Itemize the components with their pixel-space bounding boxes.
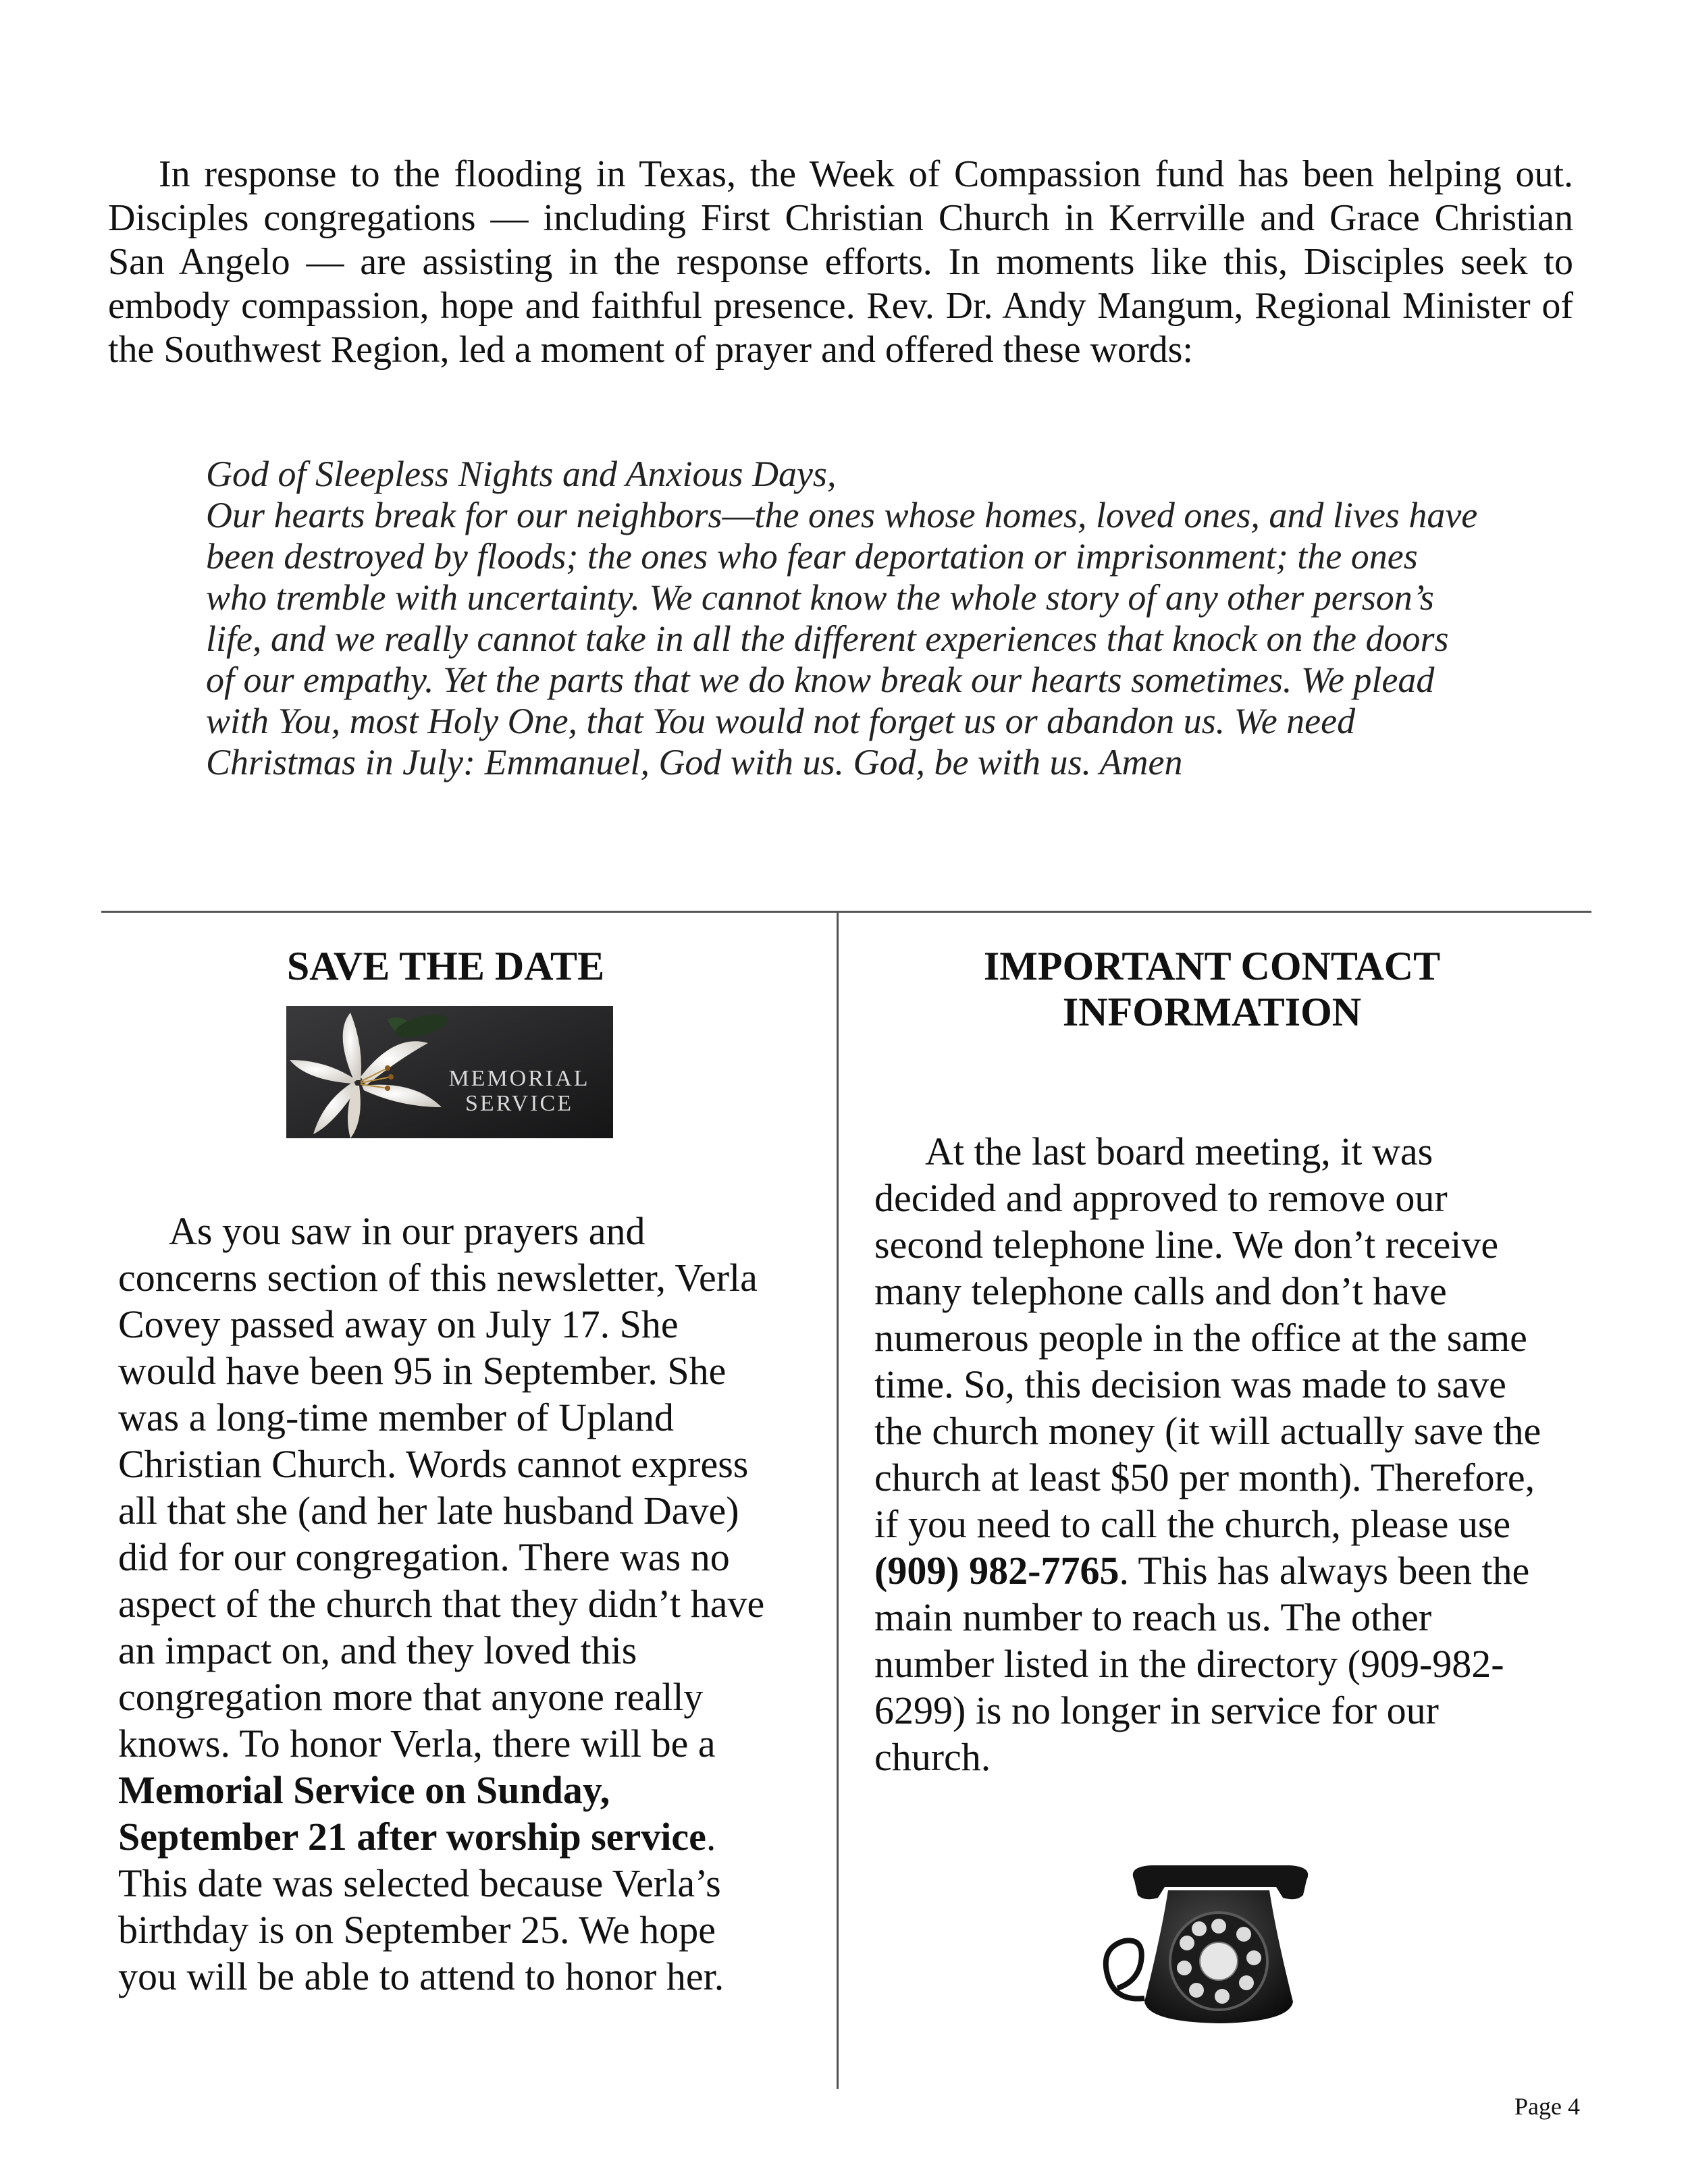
contact-text-before: At the last board meeting, it was decided and approved to remove our second telephone line. We don’t receive many telephone calls and don’t have numerous people in the office at the same time. So, this decision was made to save the church money (it will actually save the church at least $50 per month). Therefore, if you need to call the church, please use	[874, 1129, 1541, 1546]
contact-text-after: . This has always been the main number to reach us. The other number listed in the directory (909-982-6299) is no longer in service for our church.	[874, 1549, 1530, 1779]
main-phone-number: (909) 982-7765	[874, 1549, 1119, 1593]
memorial-text-after: . This date was selected because Verla’s birthday is on September 25. We hope you will be able to attend to honor her.	[118, 1815, 724, 1998]
contact-paragraph	[874, 1128, 1556, 1780]
save-the-date-title: SAVE THE DATE	[286, 944, 605, 988]
prayer-body: Our hearts break for our neighbors—the ones whose homes, loved ones, and lives have been destroyed by floods; the ones who fear deportation or imprisonment; the ones who tremble with uncertainty. We cannot know the whole story of any other person’s life, and we really cannot take in all the different experiences that knock on the doors of our empathy. Yet the parts that we do know break our hearts sometimes. We plead with You, most Holy One, that You would not forget us or abandon us. We need Christmas in July: Emmanuel, God with us. God, be with us. Amen	[206, 495, 1478, 782]
column-divider	[837, 911, 839, 2089]
horizontal-divider	[101, 911, 1591, 913]
rotary-telephone-icon	[1087, 1853, 1350, 2042]
memorial-paragraph	[118, 1208, 766, 2000]
memorial-text-before: As you saw in our prayers and concerns section of this newsletter, Verla Covey passed away on July 17. She would have been 95 in September. She was a long-time member of Upland Christian Church. Words cannot express all that she (and her late husband Dave) did for our congregation. There was no aspect of the church that they didn’t have an impact on, and they loved this congregation more that anyone really knows. To honor Verla, there will be a	[118, 1209, 765, 1765]
contact-title: IMPORTANT CONTACT INFORMATION	[983, 944, 1441, 1034]
intro-paragraph	[108, 153, 1573, 372]
banner-line-1: MEMORIAL	[448, 1066, 590, 1091]
memorial-service-banner	[286, 1006, 613, 1138]
intro-text: In response to the flooding in Texas, the Week of Compassion fund has been helping out. Disciples congregations — including First Christian Church in Kerrville and Grace Christian San Angelo — are assisting in the response efforts. In moments like this, Disciples seek to embody compassion, hope and faithful presence. Rev. Dr. Andy Mangum, Regional Minister of the Southwest Region, led a moment of prayer and offered these words:	[108, 153, 1573, 371]
banner-line-2: SERVICE	[465, 1091, 573, 1116]
prayer-salutation: God of Sleepless Nights and Anxious Days,	[206, 454, 837, 494]
memorial-service-details: Memorial Service on Sunday, September 21 after worship service	[118, 1768, 706, 1859]
page-number: Page 4	[1514, 2093, 1580, 2120]
prayer-block	[206, 454, 1482, 783]
